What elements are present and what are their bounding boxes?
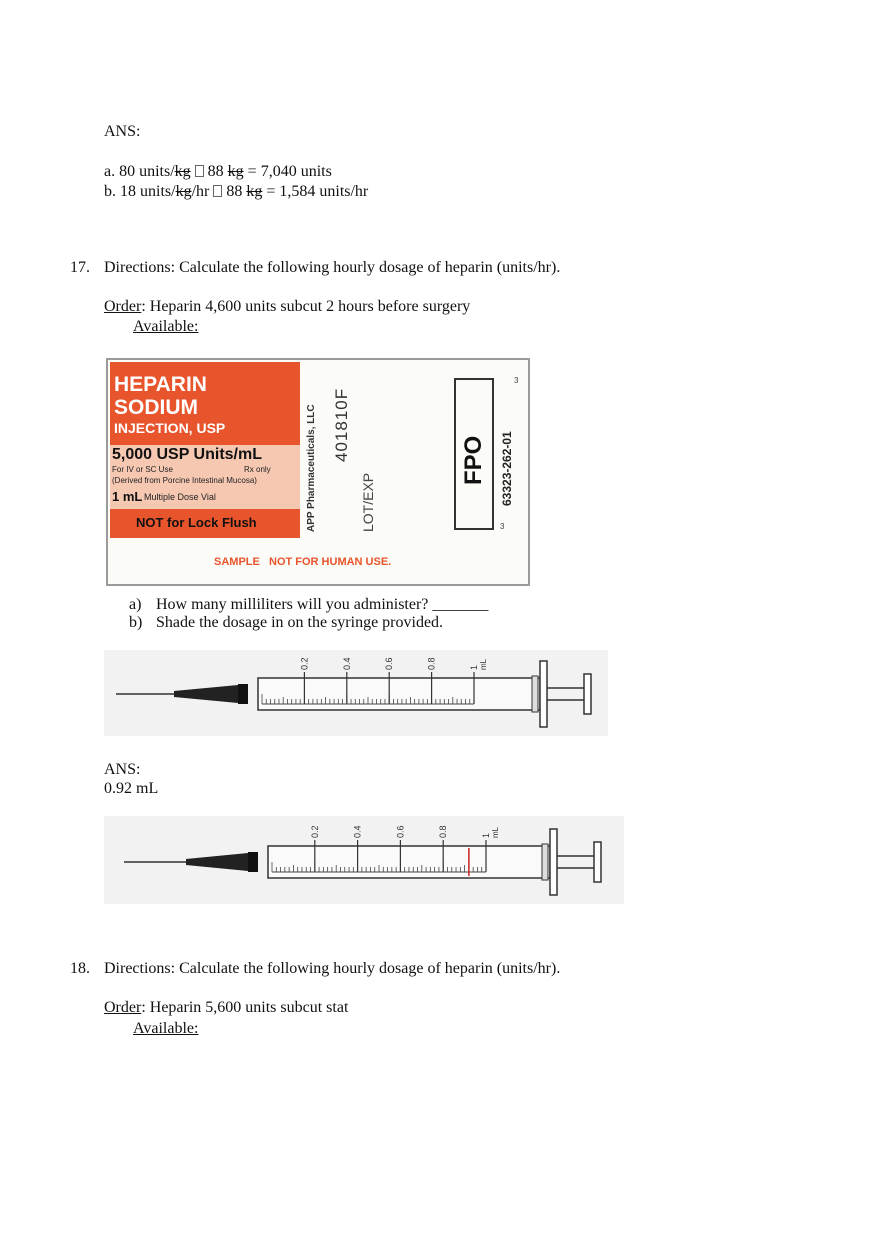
answer-line-a	[104, 162, 332, 182]
barcode-digit-top: 3	[514, 376, 519, 385]
cancelled-unit: kg	[246, 183, 263, 200]
luer-lock	[238, 684, 248, 704]
scale-unit-label: mL	[491, 826, 500, 838]
scale-tick-label: 0.6	[395, 825, 406, 838]
barrel-flange	[550, 829, 557, 895]
drug-source: (Derived from Porcine Intestinal Mucosa)	[112, 476, 257, 485]
vial-type: Multiple Dose Vial	[144, 492, 216, 502]
plunger-thumb-rest	[594, 842, 601, 882]
scale-tick-label: 1	[481, 832, 491, 838]
question-b-text: Shade the dosage in on the syringe provided.	[156, 614, 444, 631]
question-18-order	[104, 998, 348, 1018]
answer-syringe-diagram	[104, 816, 624, 904]
scale-tick-label: 0.8	[426, 657, 437, 670]
multiply-symbol-icon	[213, 185, 222, 197]
drug-name-line3: INJECTION, USP	[114, 420, 226, 436]
question-17-order	[104, 297, 470, 317]
scale-tick-label: 1	[469, 664, 479, 670]
rx-only: Rx only	[244, 465, 271, 474]
answer-line-b	[104, 182, 368, 202]
ndc-number: 63323-262-01	[500, 431, 514, 506]
cancelled-unit: kg	[174, 163, 191, 180]
cancelled-unit: kg	[227, 163, 244, 180]
drug-strength: 5,000 USP Units/mL	[112, 446, 262, 463]
order-text: : Heparin 4,600 units subcut 2 hours before surgery	[141, 298, 471, 315]
barcode-digit-bottom: 3	[500, 522, 505, 531]
product-code: 401810F	[332, 387, 351, 462]
fpo-mark: FPO	[460, 435, 487, 485]
answer-label: ANS:	[104, 761, 141, 778]
scale-tick-label: 0.8	[438, 825, 449, 838]
question-17-number: 17.	[70, 259, 90, 276]
scale-tick-label: 0.4	[352, 825, 363, 838]
question-18-available	[133, 1019, 198, 1039]
question-b-marker: b)	[129, 614, 143, 631]
heparin-vial-label	[106, 358, 530, 586]
multiply-symbol-icon	[195, 165, 204, 177]
order-label: Order	[104, 999, 142, 1016]
question-18-number: 18.	[70, 960, 90, 977]
scale-tick-label: 0.2	[299, 657, 310, 670]
answer-line-b-result: = 1,584 units/hr	[266, 183, 369, 200]
per-hour-unit: /hr	[191, 183, 210, 200]
drug-name-line1: HEPARIN	[114, 373, 207, 396]
manufacturer: APP Pharmaceuticals, LLC	[306, 404, 317, 532]
plunger-thumb-rest	[584, 674, 591, 714]
vial-volume: 1 mL	[112, 489, 143, 504]
syringe-barrel	[268, 846, 550, 878]
scale-tick-label: 0.2	[309, 825, 320, 838]
answer-value: 0.92 mL	[104, 780, 159, 797]
question-17-available	[133, 317, 198, 337]
cancelled-unit: kg	[175, 183, 192, 200]
scale-tick-label: 0.6	[384, 657, 395, 670]
available-colon: :	[194, 1020, 199, 1037]
scale-unit-label: mL	[479, 658, 488, 670]
answer-line-b-prefix: b. 18 units/	[104, 183, 176, 200]
available-label: Available	[133, 1020, 195, 1037]
plunger-stopper	[542, 844, 548, 880]
sample-notice: SAMPLE NOT FOR HUMAN USE.	[214, 556, 392, 568]
drug-route: For IV or SC Use	[112, 465, 173, 474]
plunger-stopper	[532, 676, 538, 712]
question-17-directions: Directions: Calculate the following hourly dosage of heparin (units/hr).	[104, 259, 561, 276]
scale-tick-label: 0.4	[341, 657, 352, 670]
barrel-flange	[540, 661, 547, 727]
question-a-marker: a)	[129, 596, 142, 613]
syringe-diagram[interactable]	[104, 650, 608, 736]
syringe-barrel	[258, 678, 540, 710]
question-a-text: How many milliliters will you administer? _______	[156, 596, 489, 613]
lot-exp: LOT/EXP	[360, 472, 376, 532]
order-text: : Heparin 5,600 units subcut stat	[141, 999, 349, 1016]
weight-value: 88	[207, 163, 224, 180]
answer-line-a-prefix: a. 80 units/	[104, 163, 175, 180]
drug-name-line2: SODIUM	[114, 396, 198, 419]
available-colon: :	[194, 318, 199, 335]
not-for-lock-flush-warning: NOT for Lock Flush	[136, 515, 257, 530]
answer-line-a-result: = 7,040 units	[247, 163, 332, 180]
luer-lock	[248, 852, 258, 872]
previous-answer-label: ANS:	[104, 123, 141, 140]
available-label: Available	[133, 318, 195, 335]
order-label: Order	[104, 298, 142, 315]
weight-value: 88	[226, 183, 243, 200]
question-18-directions: Directions: Calculate the following hourly dosage of heparin (units/hr).	[104, 960, 561, 977]
